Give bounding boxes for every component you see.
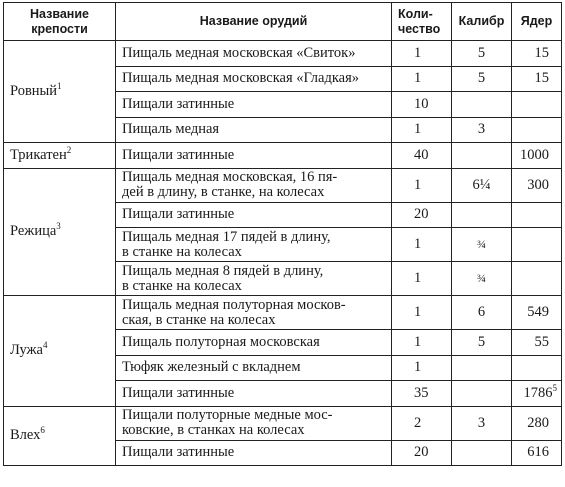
- table-row: [4, 168, 562, 202]
- balls-cell: [512, 296, 562, 330]
- gun-name-line: Пищаль медная московская, 16 пя-: [122, 169, 338, 185]
- footnote-marker: 4: [43, 340, 48, 351]
- balls-cell: [512, 440, 562, 466]
- gun-name-line: Пищаль медная московская «Гладкая»: [122, 70, 360, 87]
- quantity-cell: 1: [392, 168, 452, 202]
- balls-cell: [512, 381, 562, 407]
- gun-name-cell: [116, 406, 392, 440]
- table-row: [4, 406, 562, 440]
- caliber-cell: [452, 355, 512, 381]
- gun-name-line: Пищали затинные: [122, 444, 235, 461]
- balls-value: 1786: [523, 384, 553, 401]
- quantity-cell: 1: [392, 41, 452, 67]
- balls-value: 549: [527, 304, 549, 320]
- fortress-name: Лужа: [10, 342, 43, 359]
- fortress-artillery-table: [3, 2, 562, 466]
- gun-name-line: Пищаль медная: [122, 121, 220, 138]
- gun-name-cell: [116, 202, 392, 228]
- table-row: [4, 296, 562, 330]
- quantity-cell: 20: [392, 440, 452, 466]
- gun-name-line: Пищаль медная московская «Свиток»: [122, 44, 356, 61]
- gun-name-cell: [116, 117, 392, 143]
- fortress-name: Режица: [10, 223, 57, 240]
- fortress-name-cell: [4, 406, 116, 466]
- gun-name-cell: [116, 262, 392, 296]
- balls-value: 15: [534, 44, 549, 61]
- caliber-cell: 3: [452, 406, 512, 440]
- gun-name-cell: [116, 92, 392, 118]
- gun-name-line: в станке на колесах: [122, 277, 242, 294]
- table-row: [4, 41, 562, 67]
- footnote-marker: 5: [552, 382, 557, 393]
- balls-value: 300: [527, 176, 549, 193]
- gun-name-line: Пищали полуторные медные мос-: [122, 407, 333, 423]
- balls-value: 55: [534, 333, 549, 350]
- caliber-cell: ¾: [452, 262, 512, 296]
- fortress-name-cell: [4, 143, 116, 169]
- header-quantity-line-2: чество: [398, 21, 441, 36]
- balls-cell: [512, 406, 562, 440]
- caliber-cell: [452, 381, 512, 407]
- header-fortress-name: [4, 3, 116, 41]
- fortress-name-cell: [4, 41, 116, 143]
- footnote-marker: 2: [66, 144, 72, 155]
- header-balls: Ядер: [512, 3, 562, 41]
- caliber-cell: [452, 202, 512, 228]
- gun-name-line: ковские, в станках на колесах: [122, 422, 305, 438]
- fortress-name: Трикатен: [10, 146, 67, 163]
- footnote-marker: 1: [57, 81, 62, 92]
- balls-cell: [512, 41, 562, 67]
- fortress-name-cell: [4, 296, 116, 407]
- caliber-cell: [452, 440, 512, 466]
- balls-cell: [512, 92, 562, 118]
- gun-name-line: Пищаль медная полуторная москов-: [122, 296, 346, 313]
- fortress-name: Ровный: [10, 83, 58, 99]
- quantity-cell: 35: [392, 381, 452, 407]
- quantity-cell: 10: [392, 92, 452, 118]
- gun-name-cell: [116, 228, 392, 262]
- gun-name-cell: [116, 143, 392, 169]
- balls-cell: [512, 202, 562, 228]
- table-row: [4, 143, 562, 169]
- gun-name-line: ская, в станке на колесах: [122, 311, 276, 328]
- quantity-cell: 1: [392, 355, 452, 381]
- quantity-cell: 1: [392, 228, 452, 262]
- quantity-cell: 40: [392, 143, 452, 169]
- header-gun-name: Название орудий: [116, 3, 392, 41]
- caliber-cell: 5: [452, 330, 512, 356]
- gun-name-line: Пищали затинные: [122, 206, 235, 223]
- gun-name-cell: [116, 440, 392, 466]
- quantity-cell: 2: [392, 406, 452, 440]
- fortress-name-cell: [4, 168, 116, 296]
- balls-cell: [512, 228, 562, 262]
- quantity-cell: 1: [392, 117, 452, 143]
- header-fortress-line-2: крепости: [31, 21, 88, 36]
- gun-name-line: Тюфяк железный с вкладнем: [122, 359, 301, 376]
- caliber-cell: [452, 92, 512, 118]
- header-quantity-line-1: Коли-: [398, 6, 433, 21]
- caliber-cell: 5: [452, 41, 512, 67]
- fortress-name: Влех: [10, 427, 41, 444]
- gun-name-line: Пищаль полуторная московская: [122, 333, 320, 350]
- balls-cell: [512, 262, 562, 296]
- quantity-cell: 1: [392, 330, 452, 356]
- quantity-cell: 1: [392, 66, 452, 92]
- caliber-cell: [452, 143, 512, 169]
- balls-cell: [512, 143, 562, 169]
- balls-cell: [512, 168, 562, 202]
- balls-cell: [512, 330, 562, 356]
- caliber-cell: 3: [452, 117, 512, 143]
- caliber-cell: 6¼: [452, 168, 512, 202]
- gun-name-cell: [116, 66, 392, 92]
- gun-name-line: дей в длину, в станке, на колесах: [122, 184, 325, 200]
- balls-value: 1000: [520, 146, 549, 163]
- caliber-cell: 6: [452, 296, 512, 330]
- quantity-cell: 1: [392, 296, 452, 330]
- gun-name-line: Пищали затинные: [122, 384, 235, 401]
- balls-value: 616: [527, 444, 549, 461]
- quantity-cell: 1: [392, 262, 452, 296]
- gun-name-line: в станке на колесах: [122, 243, 242, 260]
- gun-name-line: Пищаль медная 8 пядей в длину,: [122, 262, 324, 279]
- balls-value: 280: [527, 414, 549, 431]
- table-body: [4, 41, 562, 466]
- gun-name-cell: [116, 355, 392, 381]
- quantity-cell: 20: [392, 202, 452, 228]
- footnote-marker: 6: [40, 425, 45, 436]
- gun-name-line: Пищаль медная 17 пядей в длину,: [122, 228, 331, 245]
- caliber-cell: ¾: [452, 228, 512, 262]
- gun-name-cell: [116, 41, 392, 67]
- gun-name-cell: [116, 330, 392, 356]
- table-header: [4, 3, 562, 41]
- caliber-cell: 5: [452, 66, 512, 92]
- balls-cell: [512, 355, 562, 381]
- gun-name-cell: [116, 168, 392, 202]
- header-fortress-line-1: Название: [29, 6, 89, 21]
- footnote-marker: 3: [56, 221, 61, 232]
- gun-name-line: Пищали затинные: [122, 146, 235, 163]
- header-caliber: Калибр: [452, 3, 512, 41]
- header-quantity: [392, 3, 452, 41]
- balls-value: 15: [534, 70, 549, 87]
- balls-cell: [512, 117, 562, 143]
- gun-name-cell: [116, 296, 392, 330]
- balls-cell: [512, 66, 562, 92]
- gun-name-line: Пищали затинные: [122, 95, 235, 112]
- gun-name-cell: [116, 381, 392, 407]
